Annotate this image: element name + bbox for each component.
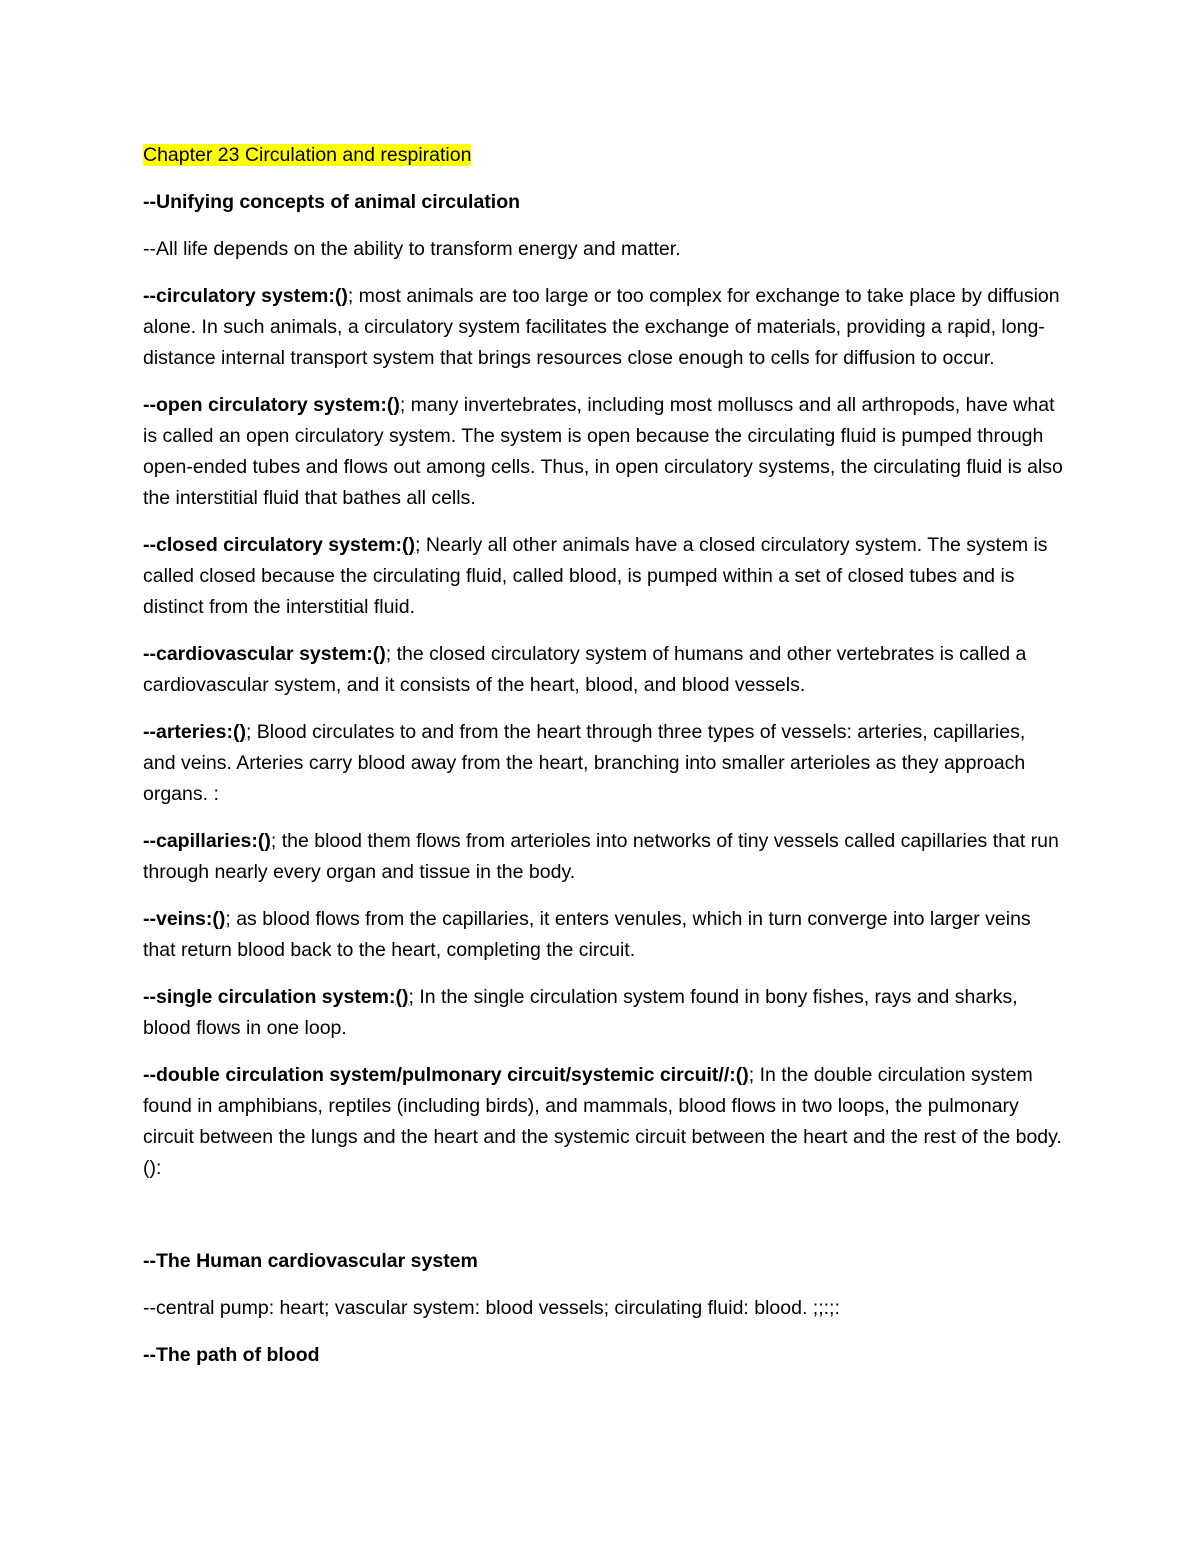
section-heading-unifying: --Unifying concepts of animal circulation bbox=[143, 191, 521, 213]
term-text: ; as blood flows from the capillaries, it enters venules, which in turn converge into larger veins that return blood back to the heart, completing the circuit. bbox=[143, 908, 1031, 961]
term-paragraph bbox=[143, 639, 1063, 701]
term-label: --veins: bbox=[143, 908, 213, 930]
term-paragraph bbox=[143, 904, 1063, 966]
term-paragraph bbox=[143, 1060, 1063, 1184]
term-mark: () bbox=[334, 285, 348, 307]
term-mark: () bbox=[395, 986, 409, 1008]
term-label: --arteries: bbox=[143, 721, 233, 743]
blank-line bbox=[143, 1200, 1063, 1246]
term-text: ; the blood them flows from arterioles into networks of tiny vessels called capillaries that run through nearly every organ and tissue in the body. bbox=[143, 830, 1059, 883]
section-heading-path-of-blood: --The path of blood bbox=[143, 1344, 320, 1366]
term-label: --single circulation system: bbox=[143, 986, 396, 1008]
term-paragraph bbox=[143, 826, 1063, 888]
term-mark: () bbox=[232, 721, 246, 743]
term-mark: () bbox=[212, 908, 226, 930]
term-text: ; In the double circulation system found in amphibians, reptiles (including birds), and mammals, blood flows in two loops, the pulmonary circuit between the lungs and the heart and the systemic circuit between the heart and the rest of the body. (): bbox=[143, 1064, 1062, 1179]
term-mark: () bbox=[735, 1064, 749, 1086]
term-text: ; Blood circulates to and from the heart through three types of vessels: arteries, capillaries, and veins. Arteries carry blood away from the heart, branching into smaller arterioles as they approach organs. : bbox=[143, 721, 1026, 805]
term-paragraph bbox=[143, 717, 1063, 810]
term-label: --cardiovascular system: bbox=[143, 643, 373, 665]
term-mark: () bbox=[402, 534, 416, 556]
chapter-title: Chapter 23 Circulation and respiration bbox=[143, 144, 472, 166]
document-page bbox=[143, 140, 1063, 1387]
term-paragraph bbox=[143, 982, 1063, 1044]
term-label: --capillaries: bbox=[143, 830, 258, 852]
term-paragraph bbox=[143, 281, 1063, 374]
term-text: ; In the single circulation system found in bony fishes, rays and sharks, blood flows in one loop. bbox=[143, 986, 1018, 1039]
term-text: ; Nearly all other animals have a closed circulatory system. The system is called closed because the circulating fluid, called blood, is pumped within a set of closed tubes and is distinct from the interstitial fluid. bbox=[143, 534, 1048, 618]
term-label: --open circulatory system: bbox=[143, 394, 387, 416]
term-label: --closed circulatory system: bbox=[143, 534, 403, 556]
term-mark: () bbox=[386, 394, 400, 416]
central-pump-line: --central pump: heart; vascular system: blood vessels; circulating fluid: blood. ;;:;: bbox=[143, 1297, 840, 1319]
term-text: ; the closed circulatory system of humans and other vertebrates is called a cardiovascular system, and it consists of the heart, blood, and blood vessels. bbox=[143, 643, 1027, 696]
term-mark: () bbox=[372, 643, 386, 665]
term-paragraph bbox=[143, 390, 1063, 514]
term-mark: () bbox=[257, 830, 271, 852]
term-label: --double circulation system/pulmonary circuit/systemic circuit//: bbox=[143, 1064, 736, 1086]
section-heading-human-cardiovascular: --The Human cardiovascular system bbox=[143, 1250, 478, 1272]
term-paragraph bbox=[143, 530, 1063, 623]
term-list bbox=[143, 281, 1063, 1184]
intro-paragraph: --All life depends on the ability to transform energy and matter. bbox=[143, 238, 681, 260]
term-text: ; many invertebrates, including most molluscs and all arthropods, have what is called an open circulatory system. The system is open because the circulating fluid is pumped through open-ended tubes and flows out among cells. Thus, in open circulatory systems, the circulating fluid is also the interstitial fluid that bathes all cells. bbox=[143, 394, 1063, 509]
term-text: ; most animals are too large or too complex for exchange to take place by diffusion alone. In such animals, a circulatory system facilitates the exchange of materials, providing a rapid, long-distance internal transport system that brings resources close enough to cells for diffusion to occur. bbox=[143, 285, 1060, 369]
term-label: --circulatory system: bbox=[143, 285, 335, 307]
chapter-title-line bbox=[143, 140, 1063, 171]
